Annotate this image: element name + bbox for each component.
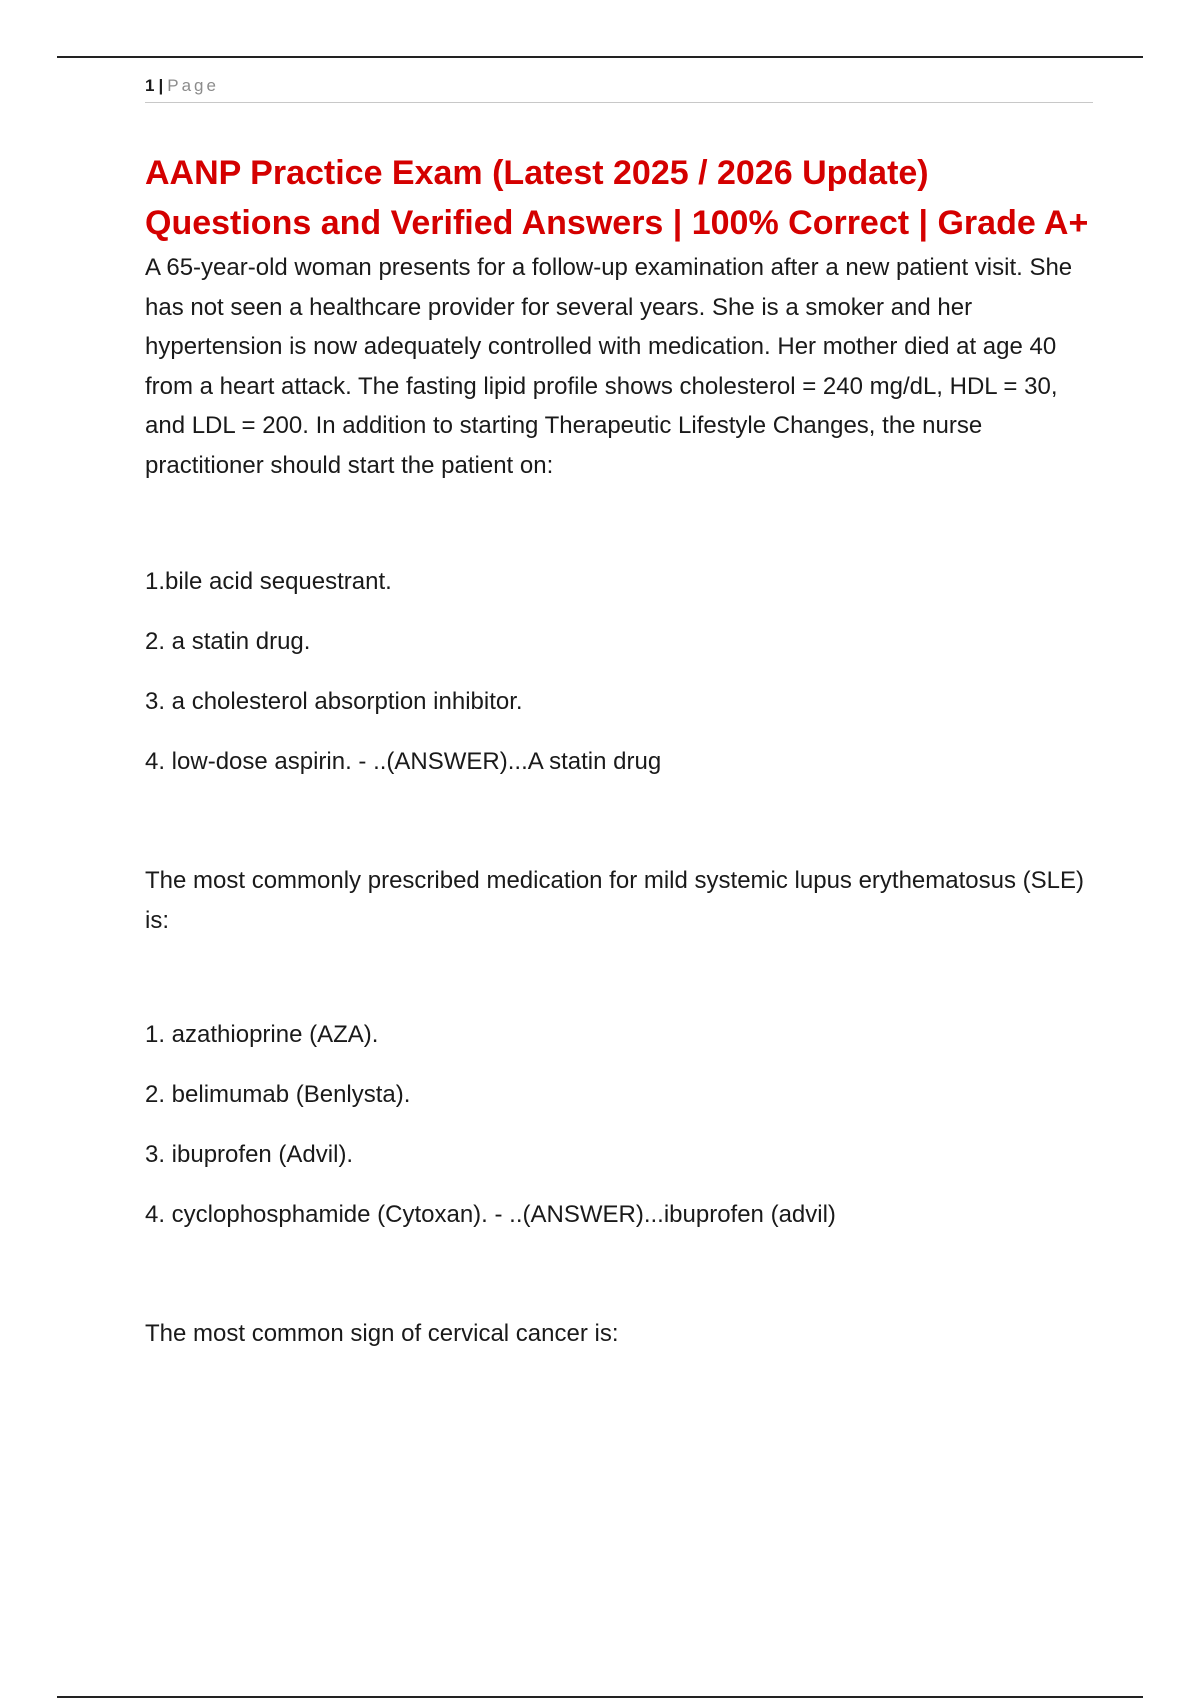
question-2-options — [145, 1020, 1095, 1230]
question-2-option-4: 4. cyclophosphamide (Cytoxan). - ..(ANSWER)...ibuprofen (advil) — [145, 1201, 836, 1228]
page-header — [145, 74, 1093, 103]
question-2-option-3: 3. ibuprofen (Advil). — [145, 1141, 354, 1168]
top-rule — [57, 56, 1143, 58]
question-2-option-2: 2. belimumab (Benlysta). — [145, 1081, 411, 1108]
page-separator: | — [158, 76, 164, 95]
question-1-options — [145, 567, 1095, 777]
question-3-text: The most common sign of cervical cancer is: — [145, 1320, 619, 1347]
page-number: 1 — [145, 76, 155, 95]
question-1-option-3: 3. a cholesterol absorption inhibitor. — [145, 688, 523, 715]
question-1-option-4: 4. low-dose aspirin. - ..(ANSWER)...A statin drug — [145, 748, 662, 775]
question-1-option-2: 2. a statin drug. — [145, 628, 311, 655]
question-1-text: A 65-year-old woman presents for a follow-up examination after a new patient visit. She has not seen a healthcare provider for several years. She is a smoker and her hypertension is now adequately controlled with medication. Her mother died at age 40 from a heart attack. The fasting lipid profile shows cholesterol = 240 mg/dL, HDL = 30, and LDL = 200. In addition to starting Therapeutic Lifestyle Changes, the nurse practitioner should start the patient on: — [145, 254, 1073, 479]
question-2-option-1: 1. azathioprine (AZA). — [145, 1021, 379, 1048]
bottom-rule — [57, 1696, 1143, 1698]
document-title: AANP Practice Exam (Latest 2025 / 2026 Update) Questions and Verified Answers | 100% Correct | Grade A+ — [145, 154, 1089, 242]
page-label: Page — [167, 76, 219, 95]
question-1-option-1: 1.bile acid sequestrant. — [145, 568, 392, 595]
question-2-text: The most commonly prescribed medication for mild systemic lupus erythematosus (SLE) is: — [145, 867, 1084, 934]
document-body — [145, 148, 1095, 1354]
